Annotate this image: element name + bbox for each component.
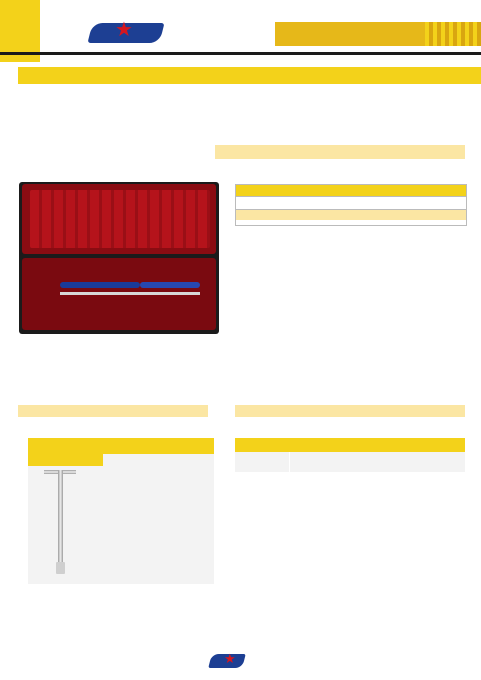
t-handle-title-box xyxy=(28,438,103,466)
table-row xyxy=(235,452,465,472)
column-divider xyxy=(289,452,290,472)
section-bar-left xyxy=(18,405,208,417)
logo-star-icon: ★ xyxy=(115,19,133,41)
header-divider xyxy=(0,52,481,55)
t-handle-set-image xyxy=(250,478,450,586)
contents-label xyxy=(236,209,466,220)
contents-list xyxy=(236,220,466,225)
model-code xyxy=(236,196,466,209)
t-handle-set-table-header xyxy=(235,438,465,452)
ratchet-handle xyxy=(140,282,200,288)
footer-logo-star-icon: ★ xyxy=(224,651,236,666)
ratchet-handle xyxy=(60,282,140,288)
title-bar xyxy=(18,67,481,84)
subtitle-bar xyxy=(215,145,465,159)
extension-bar xyxy=(60,292,200,295)
t-handle-table-header xyxy=(103,438,214,454)
t-handle-socket xyxy=(56,562,65,574)
section-bar-right xyxy=(235,405,465,417)
t-handle-shaft xyxy=(58,470,63,570)
socket-pattern-decoration xyxy=(425,22,481,46)
t-handle-title xyxy=(28,438,103,441)
model-table-header xyxy=(236,185,466,196)
case-lid-inner xyxy=(30,190,210,248)
model-table xyxy=(235,184,467,226)
